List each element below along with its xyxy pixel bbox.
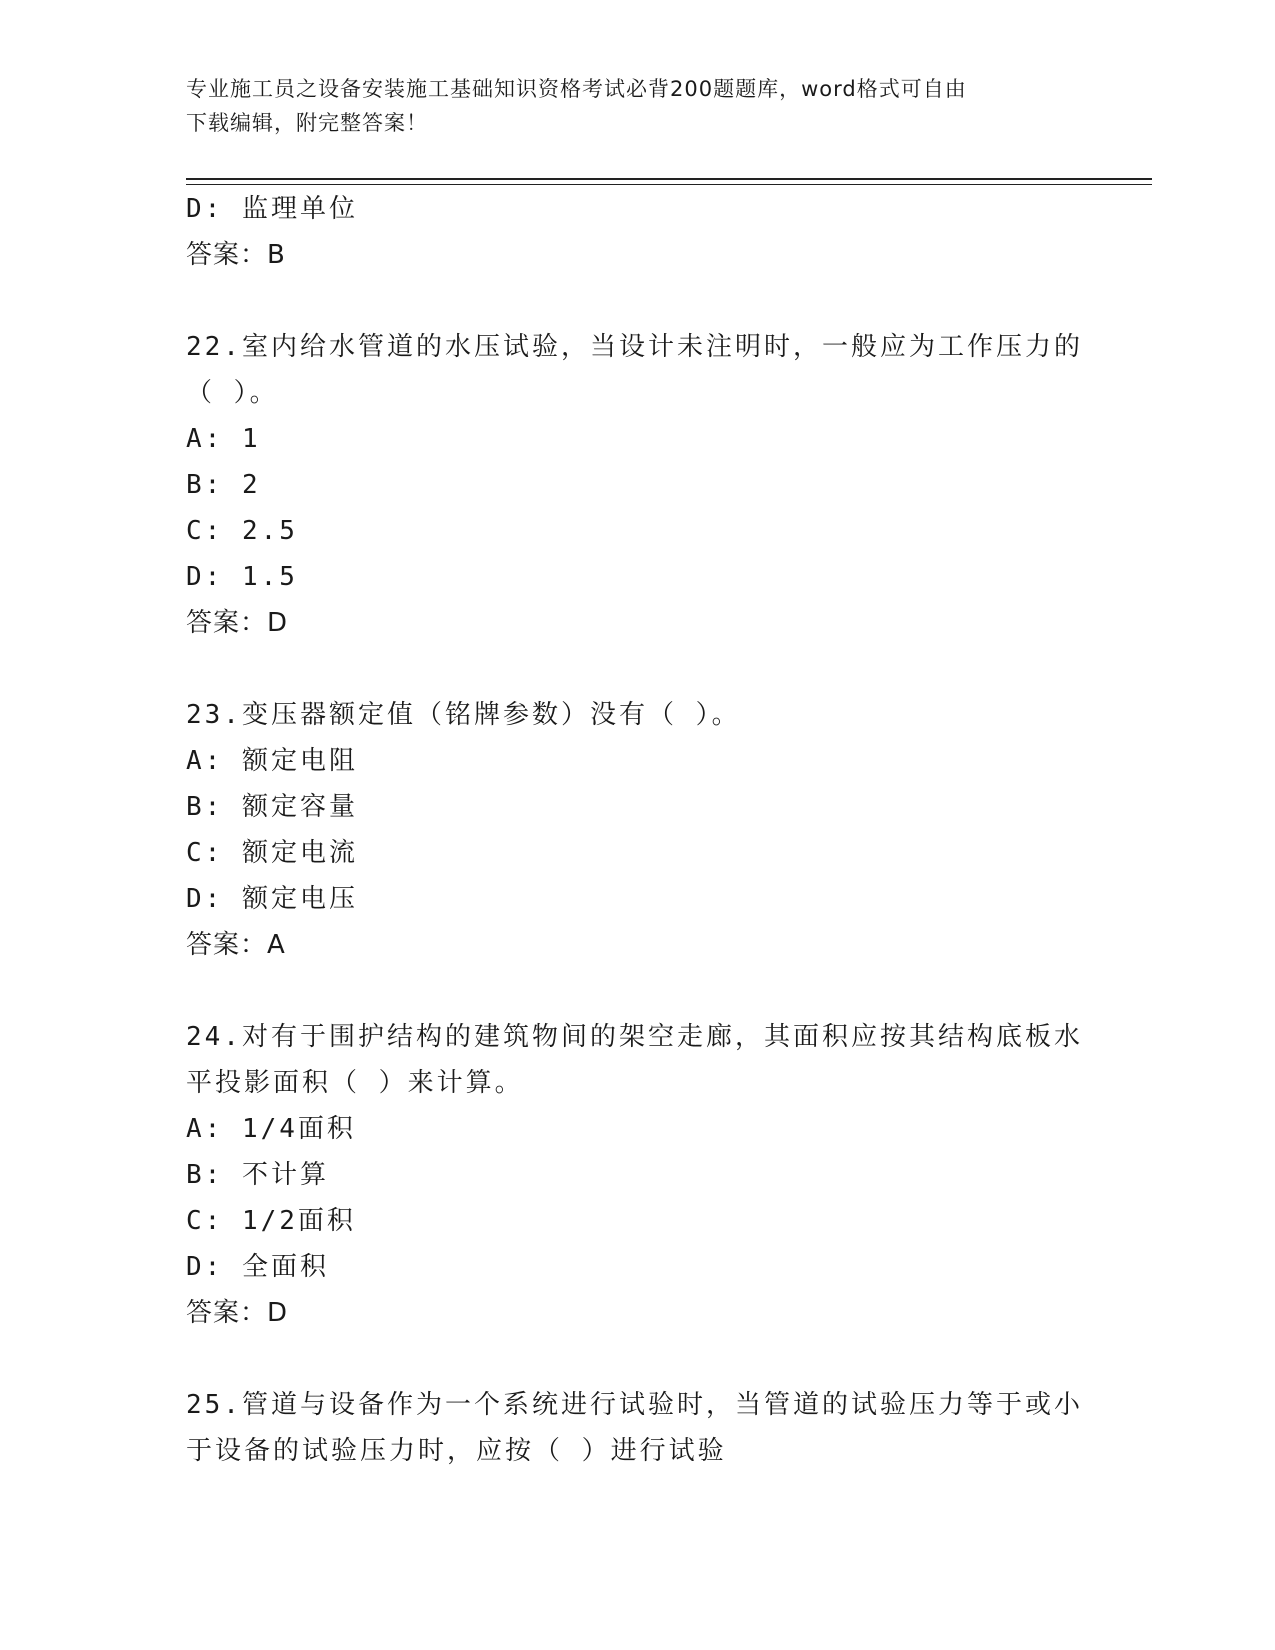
question-list (186, 186, 1086, 1474)
option-c: C: 2.5 (186, 516, 298, 546)
option-a: A: 1/4面积 (186, 1114, 356, 1144)
option-d: D: 全面积 (186, 1252, 329, 1282)
option-d: D: 1.5 (186, 562, 298, 592)
question-25 (186, 1382, 1086, 1474)
question-stem-cont: （ ）。 (186, 378, 279, 408)
option-c: C: 额定电流 (186, 838, 358, 868)
question-stem: 22.室内给水管道的水压试验，当设计未注明时，一般应为工作压力的 (186, 332, 1083, 362)
option-d: D: 额定电压 (186, 884, 358, 914)
header-line-2: 下载编辑，附完整答案！ (186, 111, 428, 135)
header-line-1: 专业施工员之设备安装施工基础知识资格考试必背200题题库，word格式可自由 (186, 77, 967, 101)
option-b: B: 不计算 (186, 1160, 329, 1190)
option-a: A: 额定电阻 (186, 746, 358, 776)
question-stem: 24.对有于围护结构的建筑物间的架空走廊，其面积应按其结构底板水 (186, 1022, 1083, 1052)
option-b: B: 2 (186, 470, 261, 500)
answer-line: 答案：D (186, 1298, 289, 1328)
answer-line: 答案：D (186, 608, 289, 638)
question-stem-cont: 于设备的试验压力时，应按（ ）进行试验 (186, 1436, 727, 1466)
question-stem: 25.管道与设备作为一个系统进行试验时，当管道的试验压力等于或小 (186, 1390, 1083, 1420)
question-23 (186, 692, 1086, 968)
question-stem-cont: 平投影面积（ ）来计算。 (186, 1068, 524, 1098)
question-22 (186, 324, 1086, 646)
header-divider-thin (186, 184, 1152, 185)
question-stem: 23.变压器额定值（铭牌参数）没有（ ）。 (186, 700, 741, 730)
option-c: C: 1/2面积 (186, 1206, 356, 1236)
document-header (186, 72, 1066, 140)
answer-line: 答案：A (186, 930, 286, 960)
question-24 (186, 1014, 1086, 1336)
option-a: A: 1 (186, 424, 261, 454)
answer-line: 答案：B (186, 240, 286, 270)
header-divider-thick (186, 178, 1152, 180)
option-b: B: 额定容量 (186, 792, 358, 822)
option-d: D: 监理单位 (186, 194, 358, 224)
